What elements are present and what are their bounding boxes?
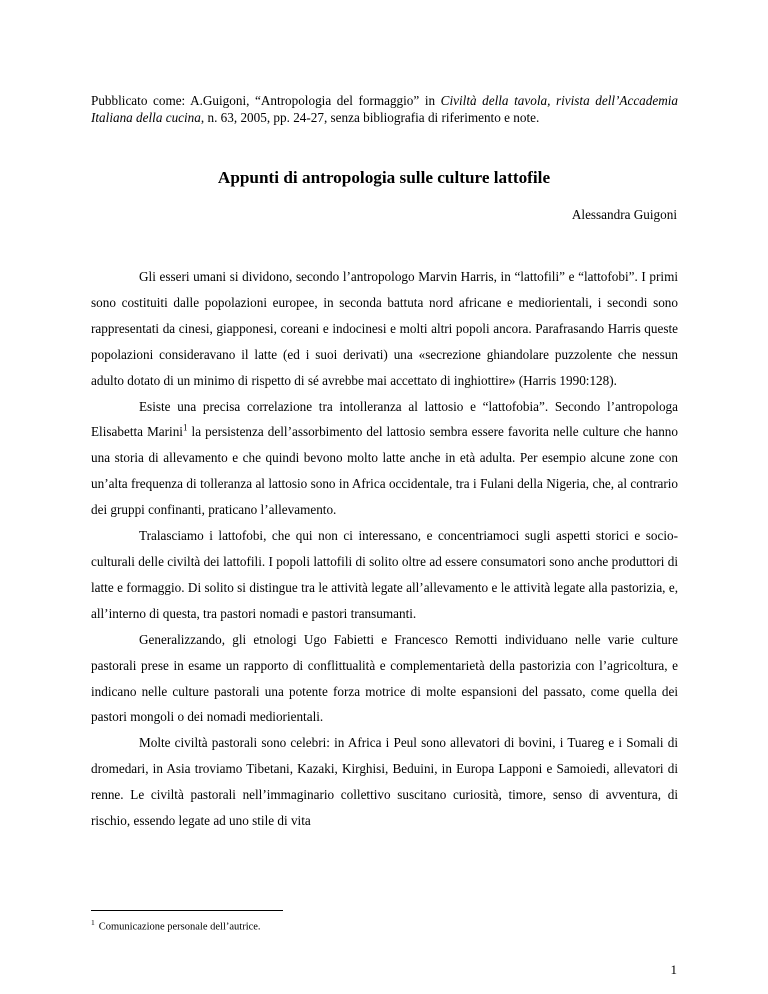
article-body bbox=[91, 264, 678, 834]
journal-name: Civiltà della tavola, rivista dell’Accademia Italiana della cucina bbox=[91, 93, 678, 125]
paragraph: Gli esseri umani si dividono, secondo l’antropologo Marvin Harris, in “lattofili” e “lattofobi”. I primi sono costituiti dalle popolazioni europee, in seconda battuta nord africane e mediorientali, i secondi sono rappresentati da cinesi, giapponesi, coreani e indocinesi e molti altri popoli ancora. Parafrasando Harris queste popolazioni consideravano il latte (ed i suoi derivati) una «secrezione ghiandolare puzzolente che nessun adulto dotato di un minimo di rispetto di sé avrebbe mai accettato di inghiottire» (Harris 1990:128). bbox=[91, 269, 678, 388]
paragraph-text: la persistenza dell’assorbimento del lattosio sembra essere favorita nelle culture che hanno una storia di allevamento e che quindi bevono molto latte anche in età adulta. Per esempio alcune zone con un’alta frequenza di tolleranza al lattosio sono in Africa occidentale, tra i Fulani della Nigeria, che, al contrario dei gruppi confinanti, praticano l’allevamento. bbox=[91, 424, 678, 518]
paragraph: Generalizzando, gli etnologi Ugo Fabietti e Francesco Remotti individuano nelle varie culture pastorali prese in esame un rapporto di conflittualità e complementarietà della pastorizia con l’agricoltura, e indicano nelle culture pastorali una potente forza motrice di molte espansioni del passato, come quella dei pastori mongoli o dei nomadi mediorientali. bbox=[91, 631, 678, 725]
footnote-text: Comunicazione personale dell’autrice. bbox=[98, 921, 261, 933]
publication-note bbox=[91, 92, 678, 126]
publication-prefix: Pubblicato come: A.Guigoni, “Antropologia del formaggio” in bbox=[91, 93, 441, 108]
article-title: Appunti di antropologia sulle culture lattofile bbox=[217, 168, 551, 187]
page-number: 1 bbox=[670, 962, 677, 977]
footnote-mark[interactable]: 1 bbox=[182, 423, 188, 434]
author-name: Alessandra Guigoni bbox=[571, 207, 677, 222]
publication-suffix: , n. 63, 2005, pp. 24-27, senza bibliografia di riferimento e note. bbox=[200, 110, 540, 125]
paragraph bbox=[91, 394, 678, 524]
footnote-divider bbox=[91, 910, 283, 911]
paragraph: Tralasciamo i lattofobi, che qui non ci interessano, e concentriamoci sugli aspetti storici e socio-culturali delle civiltà dei lattofili. I popoli lattofili di solito oltre ad essere consumatori sono anche produttori di latte e formaggio. Di solito si distingue tra le attività legate all’allevamento e le attività legate alla pastorizia, e, all’interno di questa, tra pastori nomadi e pastori transumanti. bbox=[91, 528, 678, 621]
footnote bbox=[91, 918, 261, 933]
paragraph-text: Esiste una precisa correlazione tra intolleranza al lattosio e “lattofobia”. Secondo l’antropologa Elisabetta Marini bbox=[91, 398, 678, 440]
footnote-number: 1 bbox=[91, 918, 95, 927]
paragraph: Molte civiltà pastorali sono celebri: in Africa i Peul sono allevatori di bovini, i Tuareg e i Somali di dromedari, in Asia troviamo Tibetani, Kazaki, Kirghisi, Beduini, in Europa Lapponi e Samoiedi, allevatori di renne. Le civiltà pastorali nell’immaginario collettivo suscitano curiosità, timore, senso di avventura, di rischio, essendo legate ad uno stile di vita bbox=[91, 735, 678, 829]
